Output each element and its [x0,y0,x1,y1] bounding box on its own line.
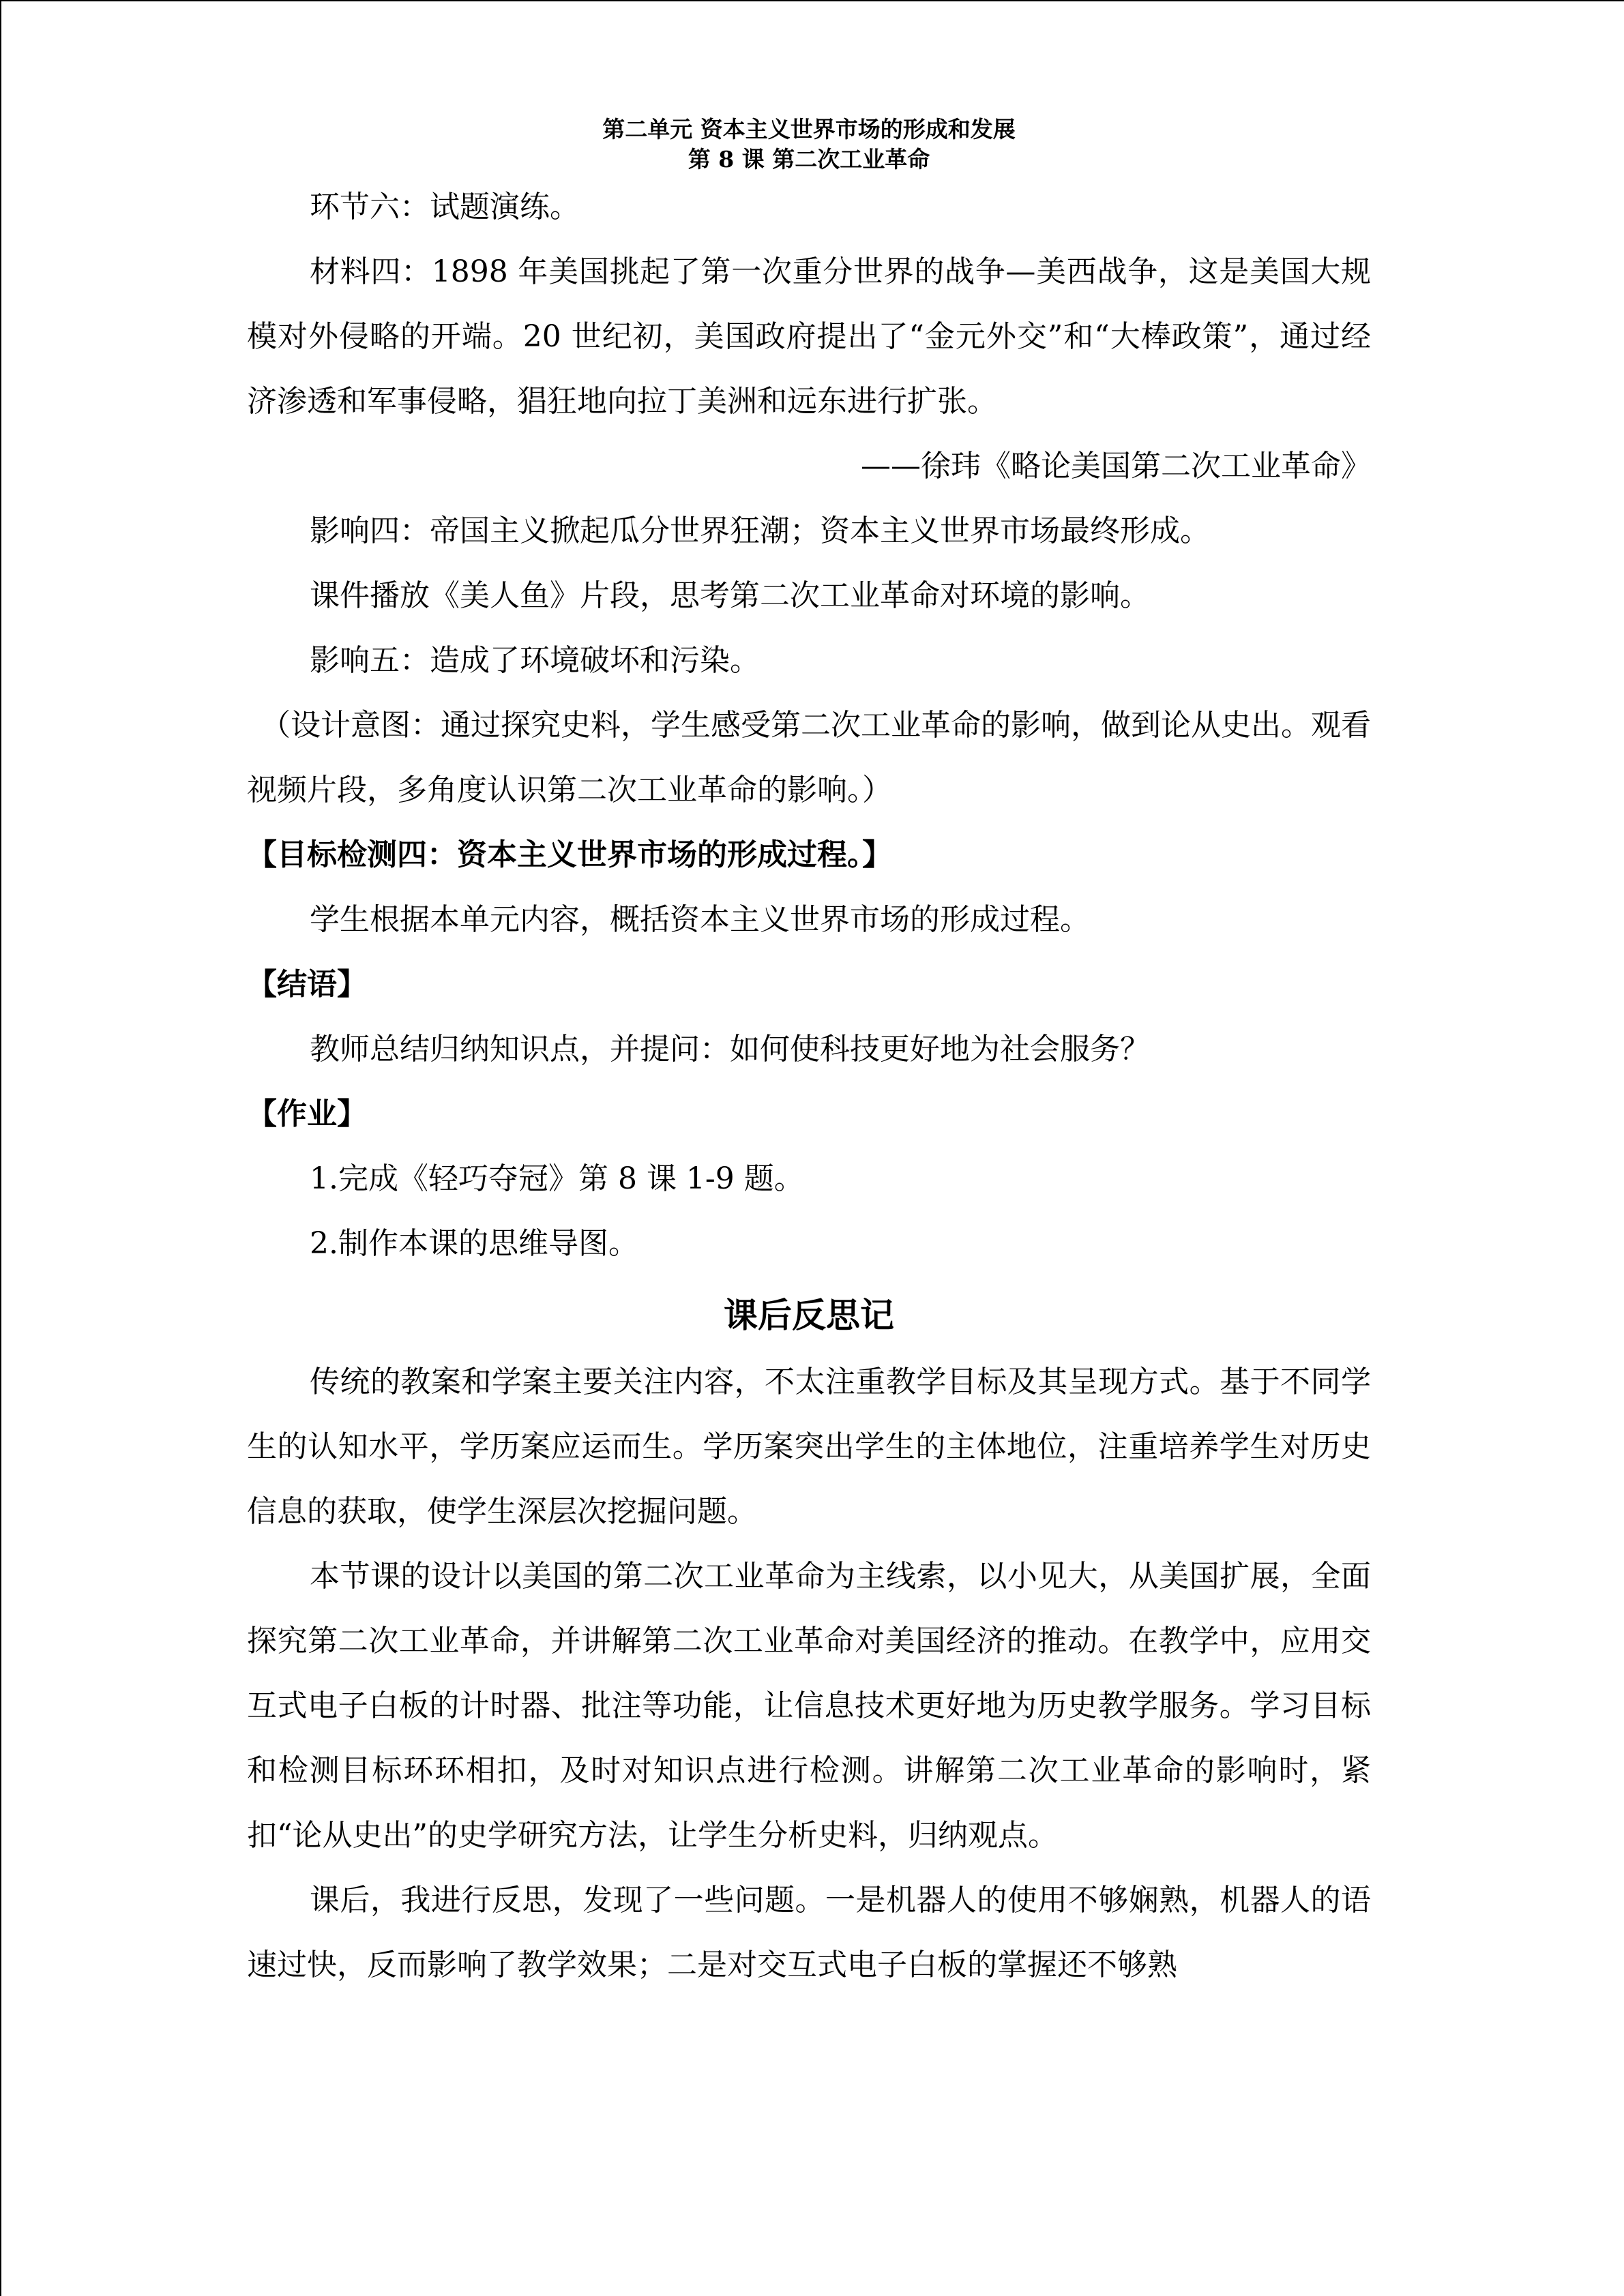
lesson-title: 第 8 课 第二次工业革命 [688,146,930,173]
paragraph-summary-task: 学生根据本单元内容，概括资本主义世界市场的形成过程。 [310,902,1090,937]
heading-homework: 【作业】 [247,1097,367,1131]
unit-title: 第二单元 资本主义世界市场的形成和发展 [602,116,1016,143]
paragraph-impact-four: 影响四：帝国主义掀起瓜分世界狂潮；资本主义世界市场最终形成。 [310,513,1210,548]
document-page [247,115,1371,1997]
paragraph-video: 课件播放《美人鱼》片段，思考第二次工业革命对环境的影响。 [310,578,1150,613]
homework-item-1: 1.完成《轻巧夺冠》第 8 课 1-9 题。 [310,1161,804,1196]
heading-goal-check-four: 【目标检测四：资本主义世界市场的形成过程。】 [247,837,892,872]
citation: ——徐玮《略论美国第二次工业革命》 [861,449,1371,483]
paragraph-design-intent: （设计意图：通过探究史料，学生感受第二次工业革命的影响，做到论从史出。观看视频片段，多角度认识第二次工业革命的影响。） [247,708,1371,807]
paragraph-step-six: 环节六：试题演练。 [310,190,580,224]
reflection-paragraph-3: 课后，我进行反思，发现了一些问题。一是机器人的使用不够娴熟，机器人的语速过快，反而影响了教学效果；二是对交互式电子白板的掌握还不够熟 [247,1883,1371,1982]
document-header [247,115,1371,175]
reflection-paragraph-2: 本节课的设计以美国的第二次工业革命为主线索，以小见大，从美国扩展，全面探究第二次工业革命，并讲解第二次工业革命对美国经济的推动。在教学中，应用交互式电子白板的计时器、批注等功能，让信息技术更好地为历史教学服务。学习目标和检测目标环环相扣，及时对知识点进行检测。讲解第二次工业革命的影响时，紧扣“论从史出”的史学研究方法，让学生分析史料，归纳观点。 [247,1559,1371,1853]
reflection-paragraph-1: 传统的教案和学案主要关注内容，不太注重教学目标及其呈现方式。基于不同学生的认知水平，学历案应运而生。学历案突出学生的主体地位，注重培养学生对历史信息的获取，使学生深层次挖掘问题。 [247,1365,1371,1529]
paragraph-material-four: 材料四：1898 年美国挑起了第一次重分世界的战争—美西战争，这是美国大规模对外侵略的开端。20 世纪初，美国政府提出了“金元外交”和“大棒政策”，通过经济渗透和军事侵略，猖狂地向拉丁美洲和远东进行扩张。 [247,254,1371,419]
paragraph-impact-five: 影响五：造成了环境破坏和污染。 [310,643,760,678]
section-title-reflection: 课后反思记 [724,1295,894,1335]
heading-conclusion: 【结语】 [247,967,367,1002]
paragraph-conclusion: 教师总结归纳知识点，并提问：如何使科技更好地为社会服务？ [310,1032,1150,1067]
homework-item-2: 2.制作本课的思维导图。 [310,1226,638,1261]
